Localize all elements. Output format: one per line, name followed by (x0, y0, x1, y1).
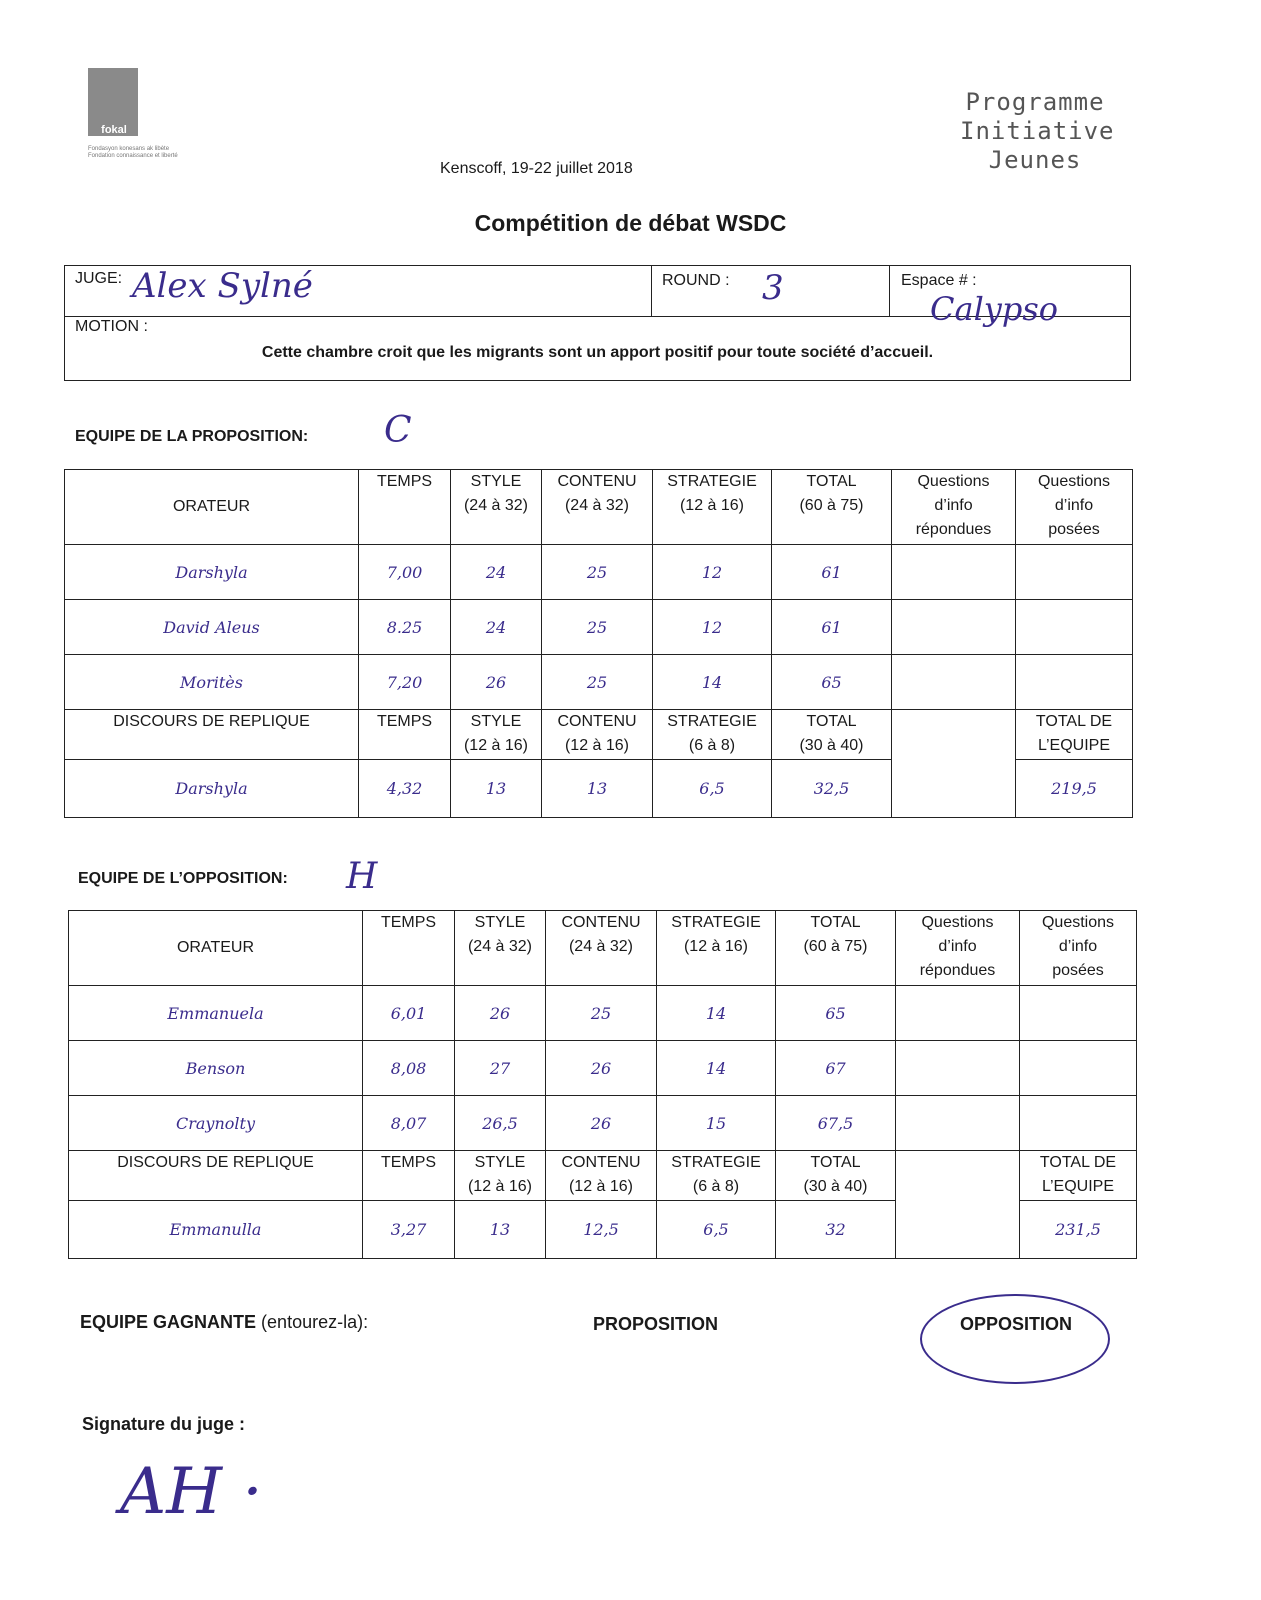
table-row (69, 986, 1137, 1041)
space-value: Calypso (930, 290, 1059, 328)
header-total-replique: TOTAL (30 à 40) (772, 710, 892, 760)
logo-sub-1: Fondasyon konesans ak libète (88, 146, 170, 152)
speaker-strategie: 15 (657, 1096, 776, 1151)
program-line3: Jeunes (988, 146, 1082, 174)
proposition-table (64, 469, 1133, 818)
team-total-value: 231,5 (1020, 1201, 1137, 1259)
header-temps-replique: TEMPS (363, 1151, 455, 1201)
speaker-strategie: 12 (653, 545, 772, 600)
header-contenu-replique: CONTENU (12 à 16) (546, 1151, 657, 1201)
header-team-total: TOTAL DE L’EQUIPE (1016, 710, 1133, 760)
speaker-total: 61 (772, 545, 892, 600)
speaker-style: 26 (455, 986, 546, 1041)
header-questions-repondues: Questions d’info répondues (892, 470, 1016, 545)
winner-row (80, 1312, 368, 1333)
header-questions-repondues: Questions d’info répondues (896, 911, 1020, 986)
replique-strategie: 6,5 (653, 760, 772, 818)
header-team-total: TOTAL DE L’EQUIPE (1020, 1151, 1137, 1201)
header-strategie: STRATEGIE (12 à 16) (653, 470, 772, 545)
speaker-style: 24 (451, 545, 542, 600)
header-style: STYLE (24 à 32) (451, 470, 542, 545)
speaker-q-repondues (896, 986, 1020, 1041)
info-sep-1 (651, 265, 652, 316)
header-replique: DISCOURS DE REPLIQUE (69, 1151, 363, 1201)
replique-total: 32,5 (772, 760, 892, 818)
speaker-total: 65 (772, 655, 892, 710)
info-sep-2 (889, 265, 890, 316)
winner-hint: (entourez-la): (261, 1312, 369, 1332)
space-label: Espace # : (901, 272, 977, 289)
proposition-team: C (384, 410, 412, 451)
header-questions-posees: Questions d’info posées (1016, 470, 1133, 545)
proposition-label: EQUIPE DE LA PROPOSITION: (75, 428, 309, 445)
replique-total: 32 (776, 1201, 896, 1259)
team-total-value: 219,5 (1016, 760, 1133, 818)
header-strategie: STRATEGIE (12 à 16) (657, 911, 776, 986)
speaker-contenu: 25 (546, 986, 657, 1041)
speaker-q-posees (1020, 1041, 1137, 1096)
motion-text: Cette chambre croit que les migrants sont un apport positif pour toute société d’accueil. (261, 344, 934, 361)
speaker-contenu: 26 (546, 1041, 657, 1096)
motion-label: MOTION : (75, 318, 148, 335)
logo-label: fokal (101, 124, 127, 136)
speaker-temps: 7,00 (359, 545, 451, 600)
header-contenu-replique: CONTENU (12 à 16) (542, 710, 653, 760)
speaker-temps: 6,01 (363, 986, 455, 1041)
option-opposition: OPPOSITION (960, 1314, 1073, 1334)
speaker-temps: 8,08 (363, 1041, 455, 1096)
header-questions-posees: Questions d’info posées (1020, 911, 1137, 986)
speaker-style: 26 (451, 655, 542, 710)
speaker-contenu: 25 (542, 600, 653, 655)
header-strategie-replique: STRATEGIE (6 à 8) (653, 710, 772, 760)
speaker-name: David Aleus (65, 600, 359, 655)
replique-style: 13 (455, 1201, 546, 1259)
speaker-name: Darshyla (65, 545, 359, 600)
program-logo (960, 88, 1115, 175)
replique-style: 13 (451, 760, 542, 818)
speaker-total: 65 (776, 986, 896, 1041)
speaker-temps: 7,20 (359, 655, 451, 710)
header-temps: TEMPS (363, 911, 455, 986)
opposition-label: EQUIPE DE L’OPPOSITION: (78, 870, 288, 887)
header-style: STYLE (24 à 32) (455, 911, 546, 986)
header-contenu: CONTENU (24 à 32) (546, 911, 657, 986)
winner-label: EQUIPE GAGNANTE (80, 1312, 257, 1332)
speaker-q-repondues (896, 1041, 1020, 1096)
program-line1: Programme (965, 88, 1105, 116)
option-proposition: PROPOSITION (593, 1314, 719, 1334)
speaker-q-repondues (896, 1096, 1020, 1151)
header-total: TOTAL (60 à 75) (776, 911, 896, 986)
speaker-contenu: 26 (546, 1096, 657, 1151)
speaker-style: 24 (451, 600, 542, 655)
speaker-name: Craynolty (69, 1096, 363, 1151)
replique-contenu: 12,5 (546, 1201, 657, 1259)
replique-temps: 4,32 (359, 760, 451, 818)
page-title: Compétition de débat WSDC (474, 210, 787, 236)
header-style-replique: STYLE (12 à 16) (451, 710, 542, 760)
speaker-q-repondues (892, 545, 1016, 600)
replique-empty-cell (892, 710, 1016, 818)
speaker-temps: 8,07 (363, 1096, 455, 1151)
speaker-total: 67 (776, 1041, 896, 1096)
table-row (69, 1041, 1137, 1096)
header-strategie-replique: STRATEGIE (6 à 8) (657, 1151, 776, 1201)
speaker-strategie: 14 (657, 1041, 776, 1096)
header-temps-replique: TEMPS (359, 710, 451, 760)
program-line2: Initiative (960, 117, 1115, 145)
location-date: Kenscoff, 19-22 juillet 2018 (440, 160, 633, 177)
judge-signature: AH · (120, 1455, 263, 1529)
logo-subtitle (88, 146, 208, 160)
judge-value: Alex Sylné (132, 266, 313, 306)
replique-name: Emmanulla (69, 1201, 363, 1259)
header-total: TOTAL (60 à 75) (772, 470, 892, 545)
table-row (65, 545, 1133, 600)
speaker-q-posees (1020, 986, 1137, 1041)
speaker-q-repondues (892, 655, 1016, 710)
logo-sub-2: Fondation connaissance et liberté (88, 153, 178, 159)
speaker-q-repondues (892, 600, 1016, 655)
speaker-contenu: 25 (542, 655, 653, 710)
replique-temps: 3,27 (363, 1201, 455, 1259)
table-row (69, 1096, 1137, 1151)
speaker-q-posees (1016, 600, 1133, 655)
header-total-replique: TOTAL (30 à 40) (776, 1151, 896, 1201)
speaker-strategie: 12 (653, 600, 772, 655)
speaker-name: Moritès (65, 655, 359, 710)
opposition-team: H (346, 856, 378, 897)
speaker-total: 61 (772, 600, 892, 655)
header-temps: TEMPS (359, 470, 451, 545)
speaker-contenu: 25 (542, 545, 653, 600)
winner-circle (920, 1294, 1110, 1384)
replique-name: Darshyla (65, 760, 359, 818)
speaker-q-posees (1020, 1096, 1137, 1151)
speaker-strategie: 14 (653, 655, 772, 710)
speaker-total: 67,5 (776, 1096, 896, 1151)
header-orateur: ORATEUR (65, 470, 359, 545)
speaker-q-posees (1016, 545, 1133, 600)
header-orateur: ORATEUR (69, 911, 363, 986)
header-replique: DISCOURS DE REPLIQUE (65, 710, 359, 760)
signature-label: Signature du juge : (82, 1414, 246, 1434)
speaker-style: 27 (455, 1041, 546, 1096)
speaker-style: 26,5 (455, 1096, 546, 1151)
replique-strategie: 6,5 (657, 1201, 776, 1259)
opposition-table (68, 910, 1137, 1259)
judge-label: JUGE: (75, 270, 123, 287)
replique-contenu: 13 (542, 760, 653, 818)
table-row (65, 600, 1133, 655)
speaker-name: Emmanuela (69, 986, 363, 1041)
speaker-temps: 8.25 (359, 600, 451, 655)
round-value: 3 (762, 268, 784, 308)
header-contenu: CONTENU (24 à 32) (542, 470, 653, 545)
round-label: ROUND : (662, 272, 730, 289)
table-row (65, 655, 1133, 710)
speaker-q-posees (1016, 655, 1133, 710)
replique-empty-cell (896, 1151, 1020, 1259)
speaker-name: Benson (69, 1041, 363, 1096)
speaker-strategie: 14 (657, 986, 776, 1041)
header-style-replique: STYLE (12 à 16) (455, 1151, 546, 1201)
